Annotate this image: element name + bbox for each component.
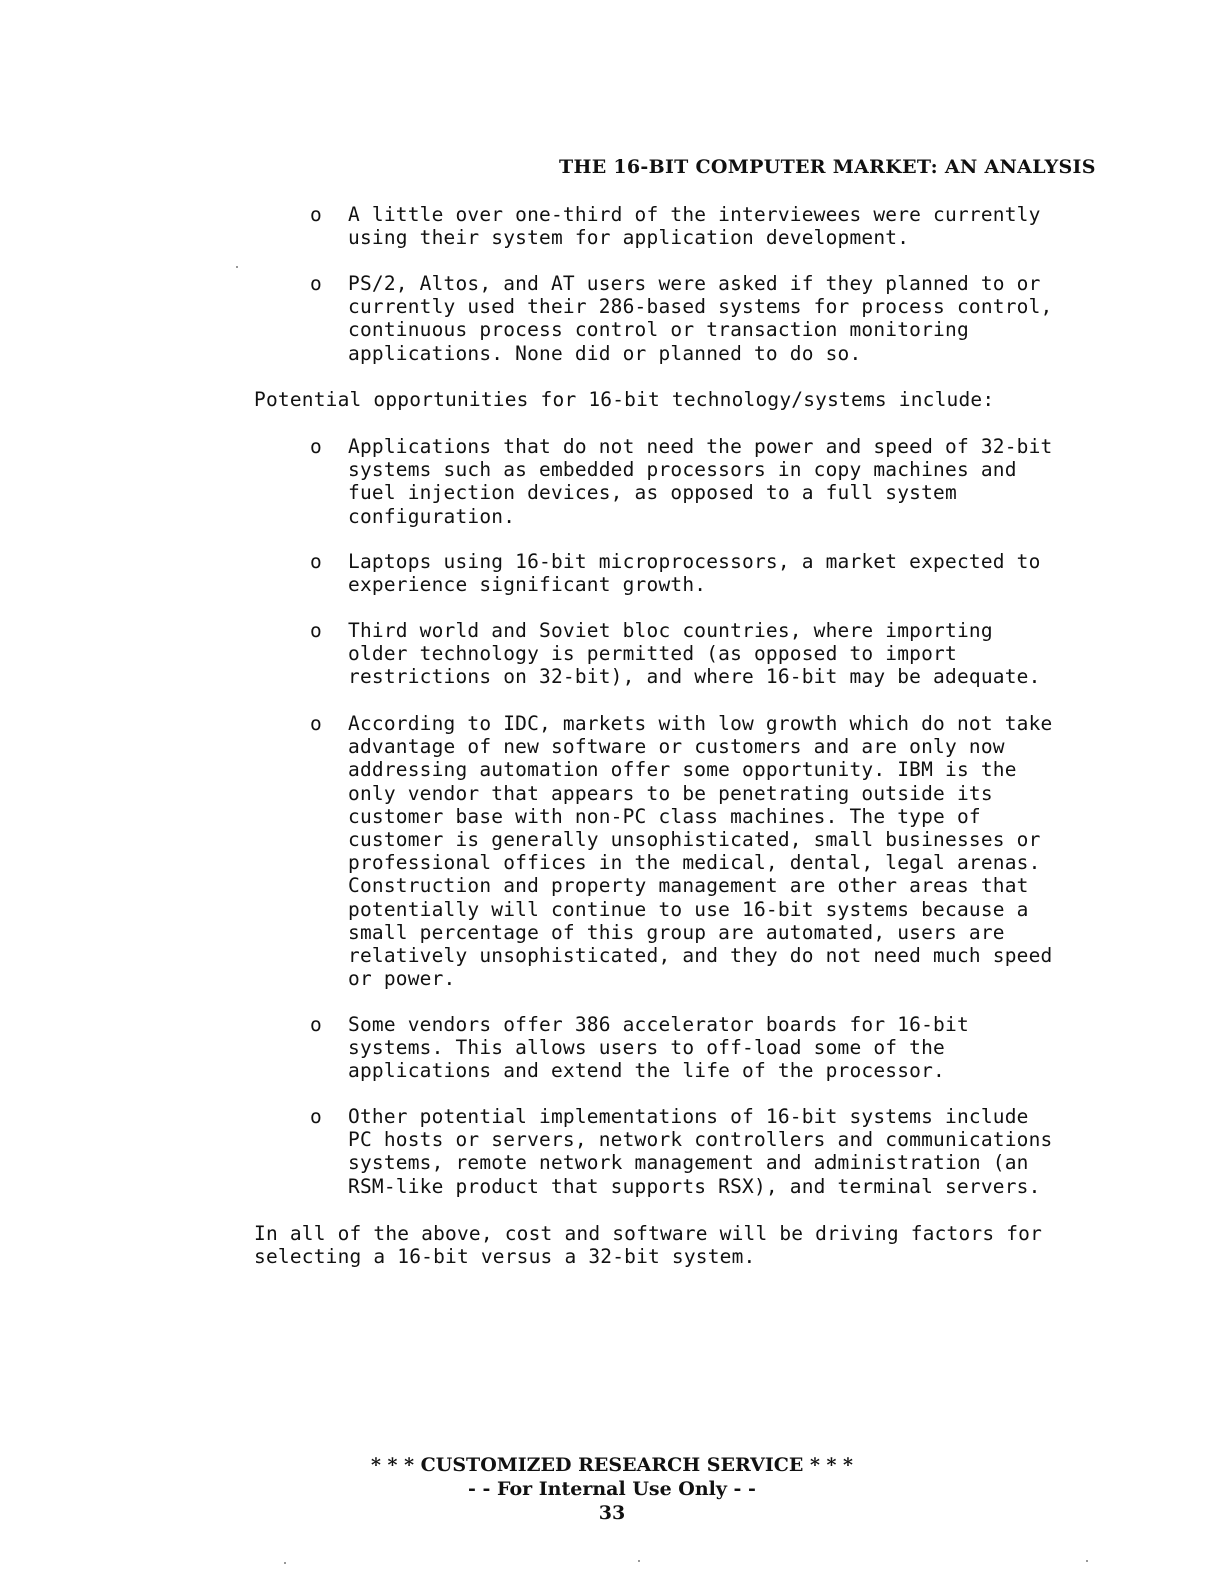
bullet-marker: o: [310, 1013, 322, 1036]
footer-internal-line: - - For Internal Use Only - -: [468, 1478, 756, 1500]
closing-paragraph: In all of the above, cost and software will be driving factors for selecting a 16-bit versus a 32-bit system.: [254, 1222, 1043, 1269]
bullet-text: According to IDC, markets with low growth which do not take advantage of new software or customers and are only now addressing automation offer some opportunity. IBM is the only vendor that appears to be penetrating outside its customer base with non-PC class machines. The type of customer is generally unsophisticated, small businesses or professional offices in the medical, dental, legal arenas. Construction and property management are other areas that potentially will continue to use 16-bit systems because a small percentage of this group are automated, users are relatively unsophisticated, and they do not need much speed or power.: [348, 712, 1053, 991]
scan-speck: [284, 1562, 286, 1564]
page-footer: [0, 1453, 1224, 1525]
page-header-title: THE 16-BIT COMPUTER MARKET: AN ANALYSIS: [559, 156, 1096, 178]
bullet-text: Some vendors offer 386 accelerator boards for 16-bit systems. This allows users to off-load some of the applications and extend the life of the processor.: [348, 1013, 969, 1083]
footer-service-line: * * * CUSTOMIZED RESEARCH SERVICE * * *: [370, 1454, 853, 1476]
intro-paragraph: Potential opportunities for 16-bit technology/systems include:: [254, 388, 995, 411]
scan-speck: [236, 266, 238, 268]
scan-speck: [1086, 1560, 1088, 1562]
scan-speck: [638, 1560, 640, 1562]
bullet-marker: o: [310, 550, 322, 573]
bullet-marker: o: [310, 1105, 322, 1128]
bullet-marker: o: [310, 203, 322, 226]
bullet-text: A little over one-third of the interviewees were currently using their system for application development.: [348, 203, 1041, 250]
bullet-text: Other potential implementations of 16-bit systems include PC hosts or servers, network controllers and communications systems, remote network management and administration (an RSM-like product that supports RSX), and terminal servers.: [348, 1105, 1053, 1198]
page-number: 33: [598, 1502, 626, 1524]
bullet-marker: o: [310, 619, 322, 642]
bullet-marker: o: [310, 712, 322, 735]
bullet-text: Laptops using 16-bit microprocessors, a market expected to experience significant growth.: [348, 550, 1041, 597]
bullet-marker: o: [310, 435, 322, 458]
bullet-text: Applications that do not need the power and speed of 32-bit systems such as embedded processors in copy machines and fuel injection devices, as opposed to a full system configuration.: [348, 435, 1053, 528]
bullet-text: PS/2, Altos, and AT users were asked if they planned to or currently used their 286-based systems for process control, continuous process control or transaction monitoring applications. None did or planned to do so.: [348, 272, 1053, 365]
bullet-marker: o: [310, 272, 322, 295]
bullet-text: Third world and Soviet bloc countries, where importing older technology is permitted (as opposed to import restrictions on 32-bit), and where 16-bit may be adequate.: [348, 619, 1041, 689]
